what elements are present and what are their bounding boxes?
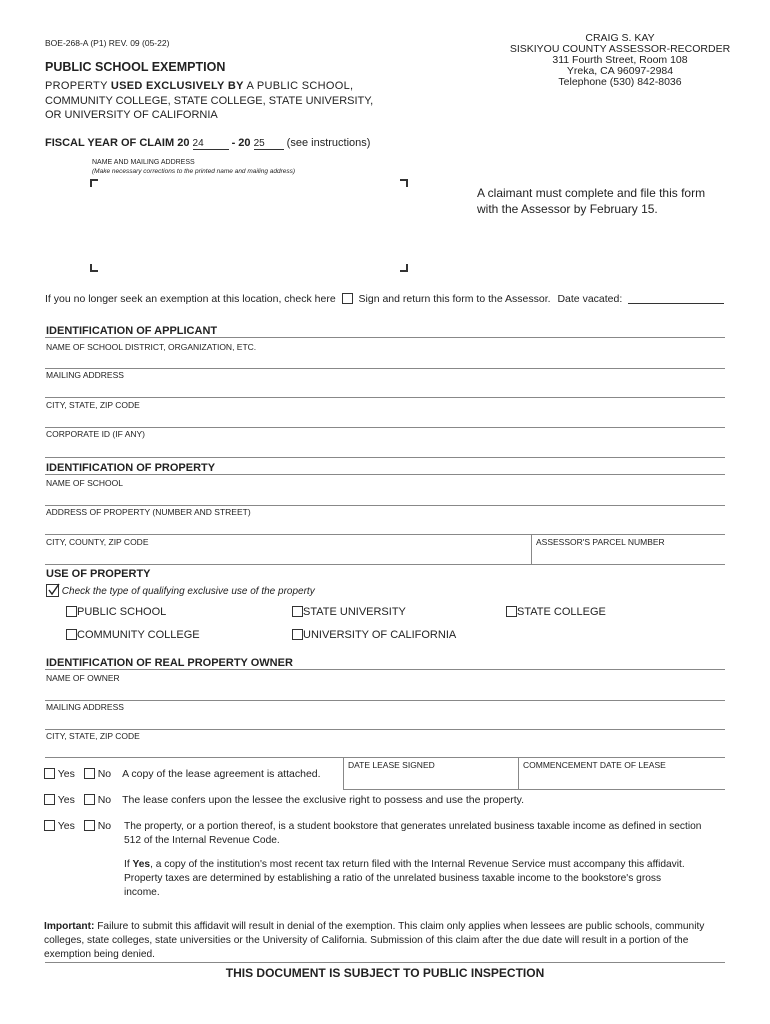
form-title: PUBLIC SCHOOL EXEMPTION [45, 60, 226, 74]
owner-section-title: IDENTIFICATION OF REAL PROPERTY OWNER [46, 657, 293, 669]
q3-yes-checkbox[interactable] [44, 820, 55, 831]
property-city-field[interactable] [45, 564, 725, 565]
q3-text: The property, or a portion thereof, is a student bookstore that generates unrelated business taxable income as defined in section 512 of the Internal Revenue Code. [124, 821, 702, 846]
mailing-corner-tr [400, 179, 408, 187]
owner-city-label: CITY, STATE, ZIP CODE [46, 731, 140, 741]
owner-city-field[interactable] [45, 757, 725, 758]
claimant-notice: A claimant must complete and file this form with the Assessor by February 15. [477, 186, 706, 216]
applicant-name-label: NAME OF SCHOOL DISTRICT, ORGANIZATION, ETC. [46, 342, 257, 352]
checkbox[interactable] [292, 629, 303, 640]
divider [45, 669, 725, 670]
parcel-number-label: ASSESSOR'S PARCEL NUMBER [536, 537, 665, 547]
owner-mailing-label: MAILING ADDRESS [46, 702, 124, 712]
school-name-label: NAME OF SCHOOL [46, 478, 123, 488]
q2-yes-checkbox[interactable] [44, 794, 55, 805]
school-name-field[interactable] [45, 505, 725, 506]
check-icon [46, 584, 59, 597]
fiscal-year-row: FISCAL YEAR OF CLAIM 20 24 - 20 25 (see instructions) [45, 137, 371, 149]
applicant-section-title: IDENTIFICATION OF APPLICANT [46, 325, 218, 337]
property-city-label: CITY, COUNTY, ZIP CODE [46, 537, 149, 547]
fiscal-year-end[interactable]: 25 [254, 138, 284, 150]
mailing-box-label: NAME AND MAILING ADDRESS [92, 159, 195, 166]
assessor-block [495, 33, 745, 88]
q2-row: Yes No The lease confers upon the lessee the exclusive right to possess and use the property. [44, 794, 524, 806]
checkbox[interactable] [66, 629, 77, 640]
use-option-state-university[interactable]: STATE UNIVERSITY [292, 606, 406, 618]
use-option-public-school[interactable]: PUBLIC SCHOOL [66, 606, 166, 618]
use-option-university-of-california[interactable]: UNIVERSITY OF CALIFORNIA [292, 629, 456, 641]
assessor-name: CRAIG S. KAY [585, 32, 655, 44]
mailing-corner-bl [90, 264, 98, 272]
applicant-city-field[interactable] [45, 427, 725, 428]
form-subtitle-line1: PROPERTY USED EXCLUSIVELY BY A PUBLIC SCHOOL, [45, 80, 354, 92]
property-address-field[interactable] [45, 534, 725, 535]
q1-no-checkbox[interactable] [84, 768, 95, 779]
form-subtitle-line2: COMMUNITY COLLEGE, STATE COLLEGE, STATE UNIVERSITY, [45, 95, 374, 107]
q1-row: Yes No A copy of the lease agreement is attached. [44, 768, 321, 780]
assessor-phone: Telephone (530) 842-8036 [558, 76, 682, 88]
vacated-checkbox[interactable] [342, 293, 353, 304]
date-vacated-line[interactable] [628, 303, 724, 304]
property-section-title: IDENTIFICATION OF PROPERTY [46, 462, 216, 474]
use-section-title: USE OF PROPERTY [46, 568, 151, 580]
fiscal-year-start[interactable]: 24 [193, 138, 229, 150]
use-option-state-college[interactable]: STATE COLLEGE [506, 606, 606, 618]
mailing-box-note: (Make necessary corrections to the printed name and mailing address) [92, 168, 296, 175]
q2-no-checkbox[interactable] [84, 794, 95, 805]
divider [45, 337, 725, 338]
assessor-street: 311 Fourth Street, Room 108 [552, 54, 688, 66]
checkbox[interactable] [292, 606, 303, 617]
q3-note: If Yes, a copy of the institution's most recent tax return filed with the Internal Revenue Service must accompany this affidavit. Property taxes are determined by establishing a ratio of the unrelated business taxable income to the bookstore's gross income. [124, 859, 685, 898]
form-id: BOE-268-A (P1) REV. 09 (05-22) [45, 38, 170, 48]
divider [45, 962, 725, 963]
applicant-name-field[interactable] [45, 368, 725, 369]
checkbox[interactable] [66, 606, 77, 617]
assessor-city: Yreka, CA 96097-2984 [566, 65, 674, 77]
mailing-address-area[interactable] [96, 184, 396, 260]
owner-name-field[interactable] [45, 700, 725, 701]
checkbox[interactable] [506, 606, 517, 617]
use-instruction: Check the type of qualifying exclusive use of the property [46, 584, 315, 597]
important-notice: Important: Failure to submit this affidavit will result in denial of the exemption. This claim only applies when lessees are public schools, community colleges, state colleges, state universities or the University of California. Submission of this claim after the due date will result in a portion of the exemption being denied. [44, 921, 705, 960]
property-address-label: ADDRESS OF PROPERTY (NUMBER AND STREET) [46, 507, 251, 517]
divider [518, 757, 519, 789]
applicant-city-label: CITY, STATE, ZIP CODE [46, 400, 140, 410]
commencement-date-label: COMMENCEMENT DATE OF LEASE [523, 760, 666, 770]
use-option-community-college[interactable]: COMMUNITY COLLEGE [66, 629, 200, 641]
assessor-office: SISKIYOU COUNTY ASSESSOR-RECORDER [509, 43, 731, 55]
public-inspection-notice: THIS DOCUMENT IS SUBJECT TO PUBLIC INSPECTION [225, 966, 545, 980]
mailing-corner-br [400, 264, 408, 272]
applicant-mailing-field[interactable] [45, 397, 725, 398]
no-longer-row: If you no longer seek an exemption at this location, check here Sign and return this form to the Assessor. Date vacated: [45, 293, 623, 305]
q3-row: Yes No [44, 820, 111, 832]
owner-name-label: NAME OF OWNER [46, 673, 120, 683]
applicant-corpid-label: CORPORATE ID (IF ANY) [46, 429, 146, 439]
applicant-mailing-label: MAILING ADDRESS [46, 370, 124, 380]
q3-no-checkbox[interactable] [84, 820, 95, 831]
date-lease-signed-label: DATE LEASE SIGNED [348, 760, 435, 770]
divider [531, 534, 532, 564]
lease-dates-field[interactable] [343, 789, 725, 790]
divider [343, 757, 344, 789]
q1-yes-checkbox[interactable] [44, 768, 55, 779]
applicant-corpid-field[interactable] [45, 457, 725, 458]
divider [45, 474, 725, 475]
form-subtitle-line3: OR UNIVERSITY OF CALIFORNIA [45, 109, 218, 121]
owner-mailing-field[interactable] [45, 729, 725, 730]
